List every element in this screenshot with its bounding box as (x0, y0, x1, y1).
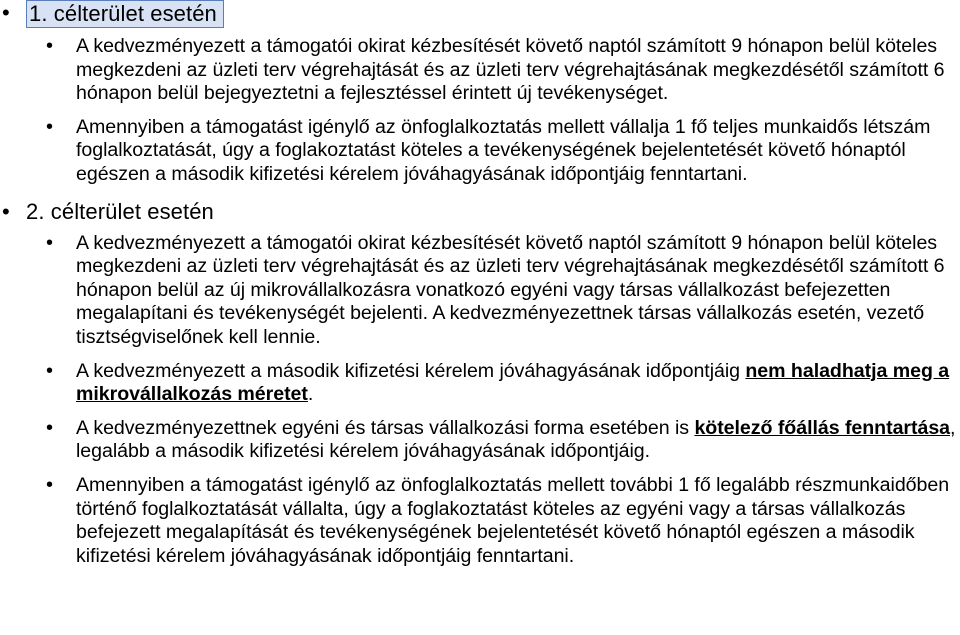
list-item (26, 474, 956, 568)
point-text-before: A kedvezményezettnek egyéni és társas vállalkozási forma esetében is (76, 416, 695, 439)
point-bullet: • (46, 359, 53, 382)
point-text: Amennyiben a támogatást igénylő az önfoglalkoztatás mellett további 1 fő legalább részmunkaidőben történő foglalkoztatását vállalta, úgy a foglakoztatást köteles az egyéni vagy a társas vállalkozás befejezett megalapítását és tevékenységének bejelentetését követő hónaptól egészen a második kifizetési kérelem jóváhagyásának időpontjáig fenntartani. (76, 473, 950, 567)
point-text-before: A kedvezményezett a második kifizetési kérelem jóváhagyásának időpontjáig (76, 359, 746, 382)
section-title-1[interactable]: 1. célterület esetén (26, 0, 224, 28)
section-1-points (26, 35, 960, 187)
point-text: A kedvezményezett a támogatói okirat kézbesítését követő naptól számított 9 hónapon belül köteles megkezdeni az üzleti terv végrehajtását és az üzleti terv végrehajtásának megkezdésétől számított 6 hónapon belül bejegyeztetni a fejlesztéssel érintett új tevékenységet. (76, 35, 945, 105)
point-bullet: • (46, 473, 53, 496)
list-item (26, 360, 956, 407)
list-item (26, 116, 956, 187)
point-text-after: , legalább a második kifizetési kérelem jóváhagyásának időpontjáig. (76, 416, 956, 463)
list-item (26, 232, 956, 350)
section-title-2: 2. célterület esetén (26, 198, 214, 224)
point-text-after: . (307, 383, 314, 406)
point-text: A kedvezményezett a támogatói okirat kézbesítését követő naptól számított 9 hónapon belül köteles megkezdeni az üzleti terv végrehajtását és az üzleti terv végrehajtásának megkezdésétől számított 6 hónapon belül az új mikrovállalkozásra vonatkozó egyéni vagy társas vállalkozást befejezetten megalapítani és tevékenységét bejelenti. A kedvezményezettnek társas vállalkozás esetén, vezető tisztségviselőnek kell lennie. (76, 231, 945, 348)
point-bullet: • (46, 35, 53, 57)
section-2 (0, 199, 960, 569)
section-bullet: • (2, 0, 10, 25)
section-bullet: • (2, 198, 10, 224)
point-bullet: • (46, 115, 53, 138)
list-item (26, 417, 956, 464)
point-bullet: • (46, 416, 53, 439)
section-2-points (26, 232, 960, 569)
point-text: Amennyiben a támogatást igénylő az önfoglalkoztatás mellett vállalja 1 fő teljes munkaidős létszám foglalkoztatását, úgy a foglakoztatást köteles a tevékenységének bejelentetését követő hónaptól egészen a második kifizetési kérelem jóváhagyásának időpontjáig fenntartani. (76, 115, 931, 185)
point-bullet: • (46, 231, 53, 254)
point-emphasis: nem haladhatja meg a mikrovállalkozás méretet (76, 359, 950, 406)
point-emphasis: kötelező főállás fenntartása (694, 416, 951, 439)
list-item (26, 35, 956, 106)
section-1 (0, 0, 960, 187)
